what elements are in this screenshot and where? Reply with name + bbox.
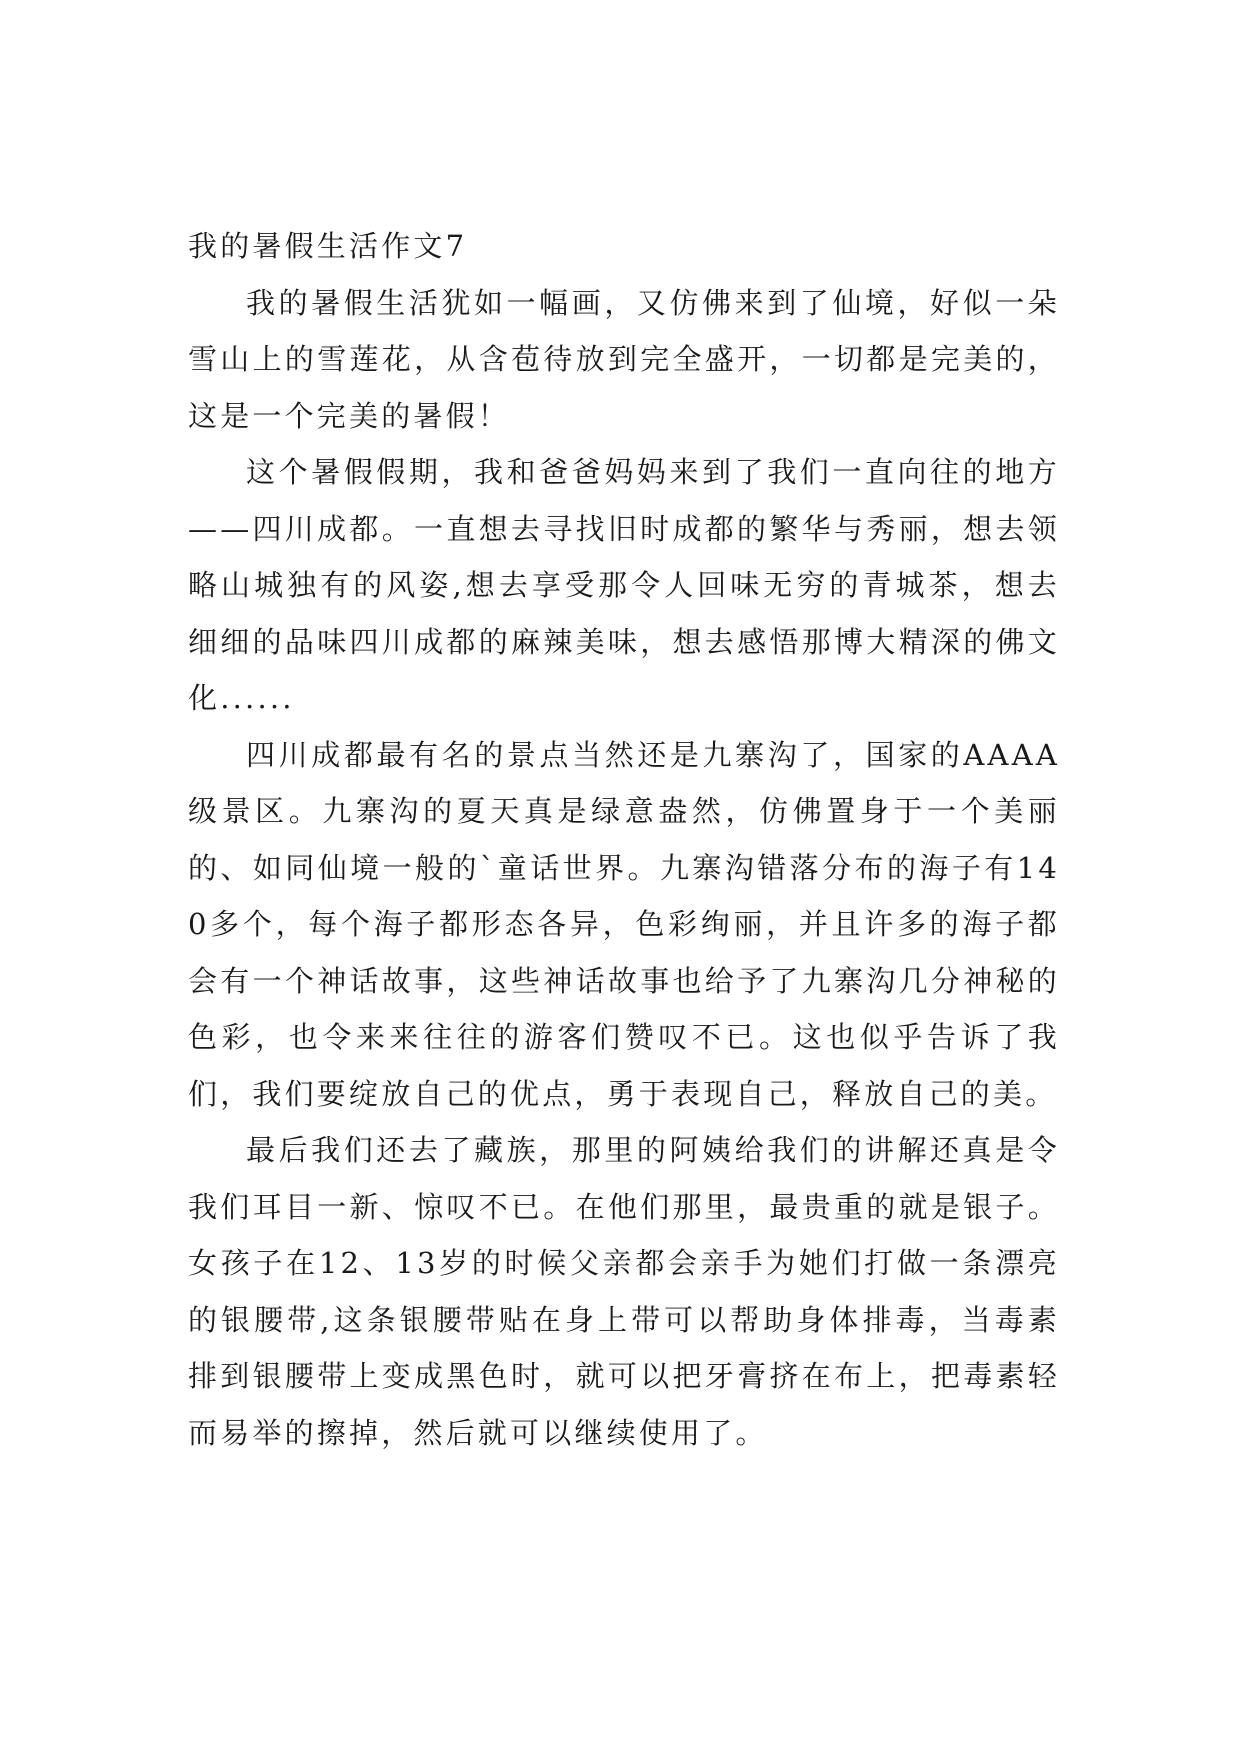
paragraph-2: 这个暑假假期，我和爸爸妈妈来到了我们一直向往的地方——四川成都。一直想去寻找旧时成都的繁华与秀丽，想去领略山城独有的风姿,想去享受那令人回味无穷的青城茶，想去细细的品味四川成都的麻辣美味，想去感悟那博大精深的佛文化......	[188, 455, 1060, 715]
document-title: 我的暑假生活作文7	[188, 229, 468, 263]
paragraph-1: 我的暑假生活犹如一幅画，又仿佛来到了仙境，好似一朵雪山上的雪莲花，从含苞待放到完全盛开，一切都是完美的，这是一个完美的暑假！	[188, 285, 1060, 433]
paragraph-3: 四川成都最有名的景点当然还是九寨沟了，国家的AAAA级景区。九寨沟的夏天真是绿意盎然，仿佛置身于一个美丽的、如同仙境一般的`童话世界。九寨沟错落分布的海子有140多个，每个海子都形态各异，色彩绚丽，并且许多的海子都会有一个神话故事，这些神话故事也给予了九寨沟几分神秘的色彩，也令来来往往的游客们赞叹不已。这也似乎告诉了我们，我们要绽放自己的优点，勇于表现自己，释放自己的美。	[188, 737, 1060, 1111]
document-body	[188, 218, 1060, 1461]
paragraph-4: 最后我们还去了藏族，那里的阿姨给我们的讲解还真是令我们耳目一新、惊叹不已。在他们那里，最贵重的就是银子。女孩子在12、13岁的时候父亲都会亲手为她们打做一条漂亮的银腰带,这条银腰带贴在身上带可以帮助身体排毒，当毒素排到银腰带上变成黑色时，就可以把牙膏挤在布上，把毒素轻而易举的擦掉，然后就可以继续使用了。	[188, 1133, 1060, 1450]
